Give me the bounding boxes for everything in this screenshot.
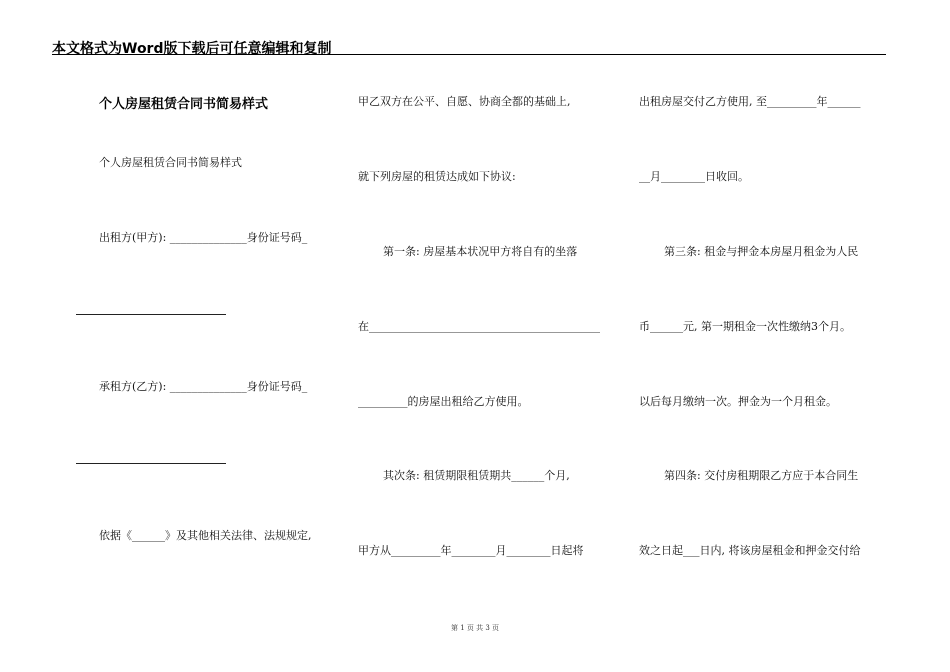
basis-line: 依据《______》及其他相关法律、法规规定,	[99, 529, 312, 542]
blank-rule-2	[76, 463, 226, 464]
clause-2-heading: 其次条: 租赁期限租赁期共______个月,	[383, 469, 570, 482]
text-line: 以后每月缴纳一次。押金为一个月租金。	[639, 395, 837, 408]
lessee-line: 承租方(乙方): ______________身份证号码_	[99, 380, 308, 393]
page-footer: 第 1 页 共 3 页	[450, 624, 500, 632]
text-line: 效之日起___日内, 将该房屋租金和押金交付给	[639, 544, 861, 557]
text-line: 甲乙双方在公平、自愿、协商全都的基础上,	[358, 95, 571, 108]
text-line: 甲方从_________年________月________日起将	[358, 544, 584, 557]
text-line: 在__________________________________________	[358, 320, 600, 333]
text-line: __月________日收回。	[639, 170, 749, 183]
text-line: 就下列房屋的租赁达成如下协议:	[358, 170, 516, 183]
text-line: _________的房屋出租给乙方使用。	[358, 395, 529, 408]
clause-3-heading: 第三条: 租金与押金本房屋月租金为人民	[664, 245, 859, 258]
document-banner: 本文格式为Word版下载后可任意编辑和复制	[52, 41, 332, 57]
clause-4-heading: 第四条: 交付房租期限乙方应于本合同生	[664, 469, 859, 482]
lessor-line: 出租方(甲方): ______________身份证号码_	[99, 231, 308, 244]
document-title: 个人房屋租赁合同书简易样式	[99, 97, 269, 112]
column-1	[0, 0, 330, 672]
blank-rule-1	[76, 314, 226, 315]
clause-1-heading: 第一条: 房屋基本状况甲方将自有的坐落	[383, 245, 578, 258]
column-3	[610, 0, 910, 672]
column-2	[330, 0, 630, 672]
subtitle-line: 个人房屋租赁合同书简易样式	[99, 156, 242, 169]
text-line: 出租房屋交付乙方使用, 至_________年______	[639, 95, 861, 108]
text-line: 币______元, 第一期租金一次性缴纳3个月。	[639, 320, 851, 333]
